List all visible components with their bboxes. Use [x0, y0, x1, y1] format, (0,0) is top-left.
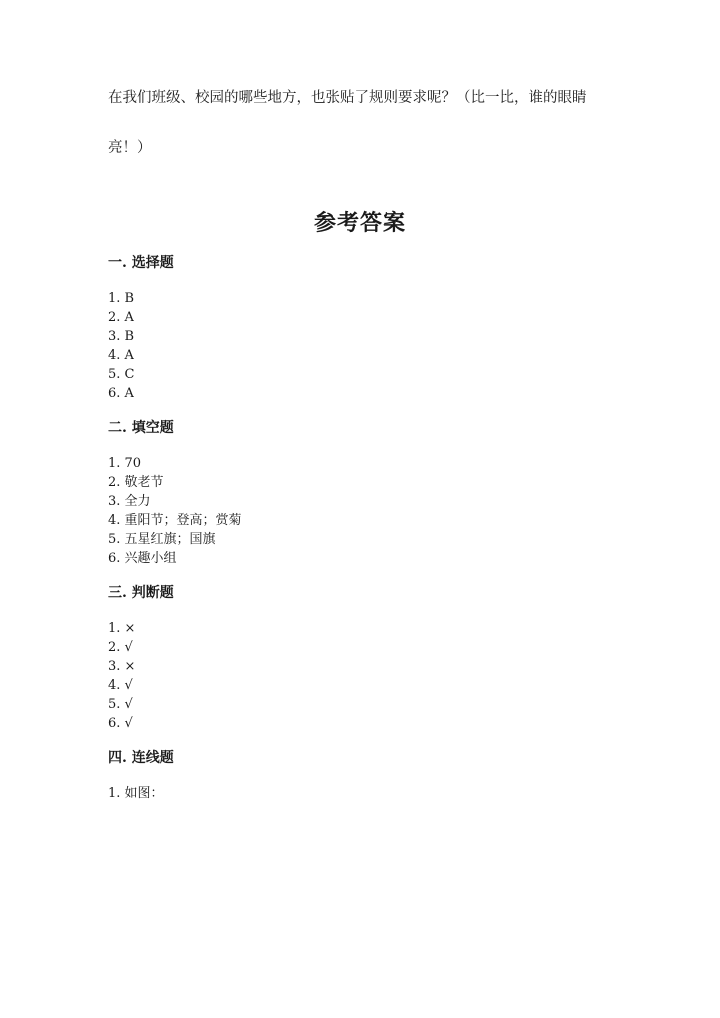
- answer-list: [108, 619, 628, 733]
- answer-item: 6. √: [108, 716, 133, 731]
- section-heading: 一. 选择题: [108, 255, 174, 271]
- answer-item: 2. √: [108, 640, 133, 655]
- answer-item: 1. 70: [108, 456, 142, 471]
- answer-list: [108, 289, 628, 403]
- section-multiple-choice: [108, 253, 628, 403]
- answer-item: 6. 兴趣小组: [108, 551, 177, 566]
- section-matching: [108, 748, 628, 803]
- answer-item: 5. C: [108, 367, 135, 382]
- answer-key-title: 参考答案: [313, 210, 406, 236]
- section-heading: 三. 判断题: [108, 585, 174, 601]
- answer-item: 6. A: [108, 386, 134, 401]
- section-fill-in-blank: [108, 418, 628, 568]
- answer-item: 2. 敬老节: [108, 475, 164, 490]
- answer-item: 5. 五星红旗；国旗: [108, 532, 216, 547]
- answer-item: 3. ×: [108, 659, 136, 674]
- answer-list: [108, 454, 628, 568]
- question-text-line-2: 亮！）: [108, 140, 152, 156]
- answer-item: 1. 如图：: [108, 786, 164, 801]
- answer-item: 5. √: [108, 697, 133, 712]
- question-text-line-1: 在我们班级、校园的哪些地方，也张贴了规则要求呢？（比一比，谁的眼睛: [108, 90, 587, 106]
- answer-item: 3. B: [108, 329, 135, 344]
- answer-item: 4. √: [108, 678, 133, 693]
- answer-item: 1. B: [108, 291, 135, 306]
- section-true-false: [108, 583, 628, 733]
- answer-item: 4. A: [108, 348, 134, 363]
- answer-list: [108, 784, 628, 803]
- answer-item: 1. ×: [108, 621, 136, 636]
- answer-item: 3. 全力: [108, 494, 151, 509]
- section-heading: 二. 填空题: [108, 420, 174, 436]
- answer-item: 4. 重阳节；登高；赏菊: [108, 513, 242, 528]
- section-heading: 四. 连线题: [108, 750, 174, 766]
- answer-item: 2. A: [108, 310, 134, 325]
